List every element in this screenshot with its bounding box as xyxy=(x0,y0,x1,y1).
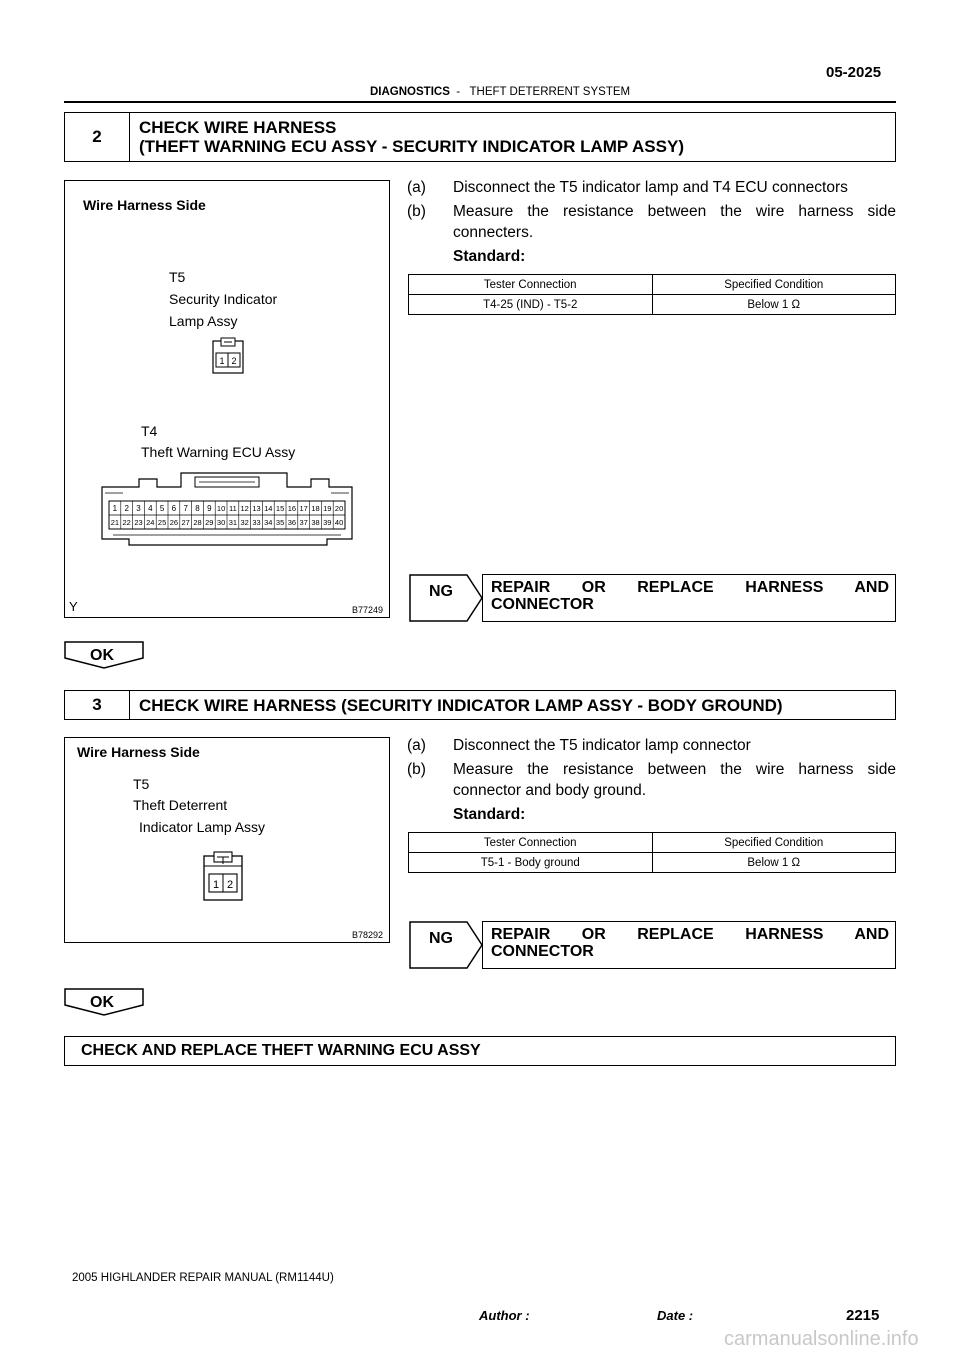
pin-34: 34 xyxy=(264,518,273,527)
step-2-spec-table xyxy=(408,274,896,315)
header-rule xyxy=(64,101,896,103)
table-cell: T4-25 (IND) - T5-2 xyxy=(409,295,653,315)
t4-label-line-1: T4 xyxy=(141,423,158,439)
ng-arrow-shape xyxy=(409,921,483,969)
table-header-row xyxy=(409,833,896,853)
t5-label-line-3: Indicator Lamp Assy xyxy=(139,819,266,835)
pin-1: 1 xyxy=(212,879,220,891)
instruction-text: Measure the resistance between the wire harness side connector and body ground. xyxy=(453,761,896,799)
pin-40: 40 xyxy=(334,518,344,527)
pin-27: 27 xyxy=(181,518,190,527)
instruction-a xyxy=(407,177,896,198)
ok-tab-shape xyxy=(64,988,144,1016)
ng-action-line-1: REPAIR OR REPLACE HARNESS AND xyxy=(491,579,889,596)
table-header-cell: Tester Connection xyxy=(409,833,653,853)
table-row xyxy=(409,853,896,873)
standard-label: Standard: xyxy=(453,248,526,265)
pin-31: 31 xyxy=(228,518,238,527)
step-2-instructions xyxy=(407,177,896,267)
standard-label: Standard: xyxy=(453,806,526,823)
t5-label-line-1: T5 xyxy=(169,269,186,285)
instruction-marker: (a) xyxy=(407,179,426,196)
table-header-row xyxy=(409,275,896,295)
ok-tab-shape xyxy=(64,641,144,669)
pin-29: 29 xyxy=(205,518,214,527)
pin-16: 16 xyxy=(287,504,297,513)
ng-label: NG xyxy=(429,583,453,600)
page-footer-number: 2215 xyxy=(846,1307,880,1324)
pin-35: 35 xyxy=(275,518,285,527)
table-header-cell: Specified Condition xyxy=(652,275,896,295)
header-separator: - xyxy=(456,86,461,98)
pin-28: 28 xyxy=(193,518,202,527)
ng-arrow-shape xyxy=(409,574,483,622)
step-number: 2 xyxy=(65,113,130,161)
step-title: CHECK WIRE HARNESS (SECURITY INDICATOR LAMP ASSY - BODY GROUND) xyxy=(139,695,783,715)
figure-caption: Wire Harness Side xyxy=(77,744,200,760)
table-cell: Below 1 Ω xyxy=(652,295,896,315)
pin-11: 11 xyxy=(229,504,237,513)
pin-10: 10 xyxy=(216,504,226,513)
table-row xyxy=(409,295,896,315)
instruction-a xyxy=(407,735,896,756)
t5-label-line-2: Security Indicator xyxy=(169,291,278,307)
pin-36: 36 xyxy=(287,518,297,527)
step-3-spec-table xyxy=(408,832,896,873)
pin-6: 6 xyxy=(171,504,177,513)
t5-label-line-1: T5 xyxy=(133,776,150,792)
pin-15: 15 xyxy=(275,504,285,513)
pin-2: 2 xyxy=(226,879,234,891)
pin-22: 22 xyxy=(122,518,131,527)
pin-32: 32 xyxy=(240,518,249,527)
instruction-marker: (b) xyxy=(407,761,426,778)
pin-23: 23 xyxy=(134,518,143,527)
pin-5: 5 xyxy=(159,504,165,513)
pin-4: 4 xyxy=(148,504,153,513)
pin-2: 2 xyxy=(231,356,237,366)
t5-label-line-3: Lamp Assy xyxy=(169,313,238,329)
step-title xyxy=(139,113,889,161)
pin-30: 30 xyxy=(216,518,226,527)
instruction-text: Disconnect the T5 indicator lamp connector xyxy=(453,737,751,754)
pin-39: 39 xyxy=(323,518,332,527)
section-name: DIAGNOSTICS xyxy=(370,86,450,98)
ng-label: NG xyxy=(429,930,453,947)
author-label: Author : xyxy=(479,1308,530,1323)
pin-2: 2 xyxy=(124,504,129,513)
pin-7: 7 xyxy=(183,504,188,513)
manual-title: 2005 HIGHLANDER REPAIR MANUAL (RM1144U) xyxy=(72,1272,334,1284)
pin-12: 12 xyxy=(240,504,249,513)
t5-connector-icon xyxy=(211,337,245,375)
corner-mark: Y xyxy=(69,599,78,614)
pin-13: 13 xyxy=(252,504,261,513)
pin-1: 1 xyxy=(112,504,118,513)
pin-19: 19 xyxy=(323,504,332,513)
step-title-line-2: (THEFT WARNING ECU ASSY - SECURITY INDICATOR LAMP ASSY) xyxy=(139,137,684,156)
ng-action-line-2: CONNECTOR xyxy=(491,943,594,960)
instruction-marker: (b) xyxy=(407,203,426,220)
pin-18: 18 xyxy=(311,504,320,513)
ng-action-box xyxy=(482,921,896,969)
figure-b77249 xyxy=(64,180,390,618)
table-header-cell: Specified Condition xyxy=(652,833,896,853)
ng-action-line-1: REPAIR OR REPLACE HARNESS AND xyxy=(491,926,889,943)
pin-20: 20 xyxy=(334,504,344,513)
instruction-marker: (a) xyxy=(407,737,426,754)
t5-label-line-2: Theft Deterrent xyxy=(133,797,228,813)
t4-connector-icon xyxy=(99,469,355,549)
pin-17: 17 xyxy=(299,504,308,513)
pin-3: 3 xyxy=(136,504,141,513)
page-number: 05-2025 xyxy=(826,64,882,81)
section-header xyxy=(370,86,630,98)
pin-25: 25 xyxy=(157,518,167,527)
subsection-name: THEFT DETERRENT SYSTEM xyxy=(469,86,631,98)
pin-21: 21 xyxy=(110,518,120,527)
pin-33: 33 xyxy=(252,518,261,527)
table-header-cell: Tester Connection xyxy=(409,275,653,295)
instruction-b xyxy=(407,201,896,243)
instruction-text: Measure the resistance between the wire harness side connecters. xyxy=(453,203,896,241)
figure-code: B78292 xyxy=(351,930,383,940)
pin-24: 24 xyxy=(146,518,155,527)
date-label: Date : xyxy=(657,1308,694,1323)
watermark: carmanualsonline.info xyxy=(724,1328,919,1350)
table-cell: T5-1 - Body ground xyxy=(409,853,653,873)
t5-connector-icon xyxy=(201,850,245,904)
ng-action-line-2: CONNECTOR xyxy=(491,596,594,613)
step-number: 3 xyxy=(65,691,130,719)
figure-b78292 xyxy=(64,737,390,943)
pin-38: 38 xyxy=(311,518,320,527)
step-3-header xyxy=(64,690,896,720)
instruction-text: Disconnect the T5 indicator lamp and T4 ECU connectors xyxy=(453,179,848,196)
pin-1: 1 xyxy=(219,356,225,366)
final-action-box: CHECK AND REPLACE THEFT WARNING ECU ASSY xyxy=(64,1036,896,1066)
figure-caption: Wire Harness Side xyxy=(83,197,206,213)
ok-label: OK xyxy=(90,647,114,664)
pin-14: 14 xyxy=(264,504,273,513)
pin-9: 9 xyxy=(207,504,212,513)
pin-26: 26 xyxy=(169,518,179,527)
pin-37: 37 xyxy=(299,518,308,527)
ok-label: OK xyxy=(90,994,114,1011)
pin-8: 8 xyxy=(195,504,200,513)
figure-code: B77249 xyxy=(351,605,383,615)
ng-action-box xyxy=(482,574,896,622)
step-2-header xyxy=(64,112,896,162)
t4-label-line-2: Theft Warning ECU Assy xyxy=(141,444,296,460)
step-title-line-1: CHECK WIRE HARNESS xyxy=(139,118,337,137)
table-cell: Below 1 Ω xyxy=(652,853,896,873)
step-3-instructions xyxy=(407,735,896,825)
instruction-b xyxy=(407,759,896,801)
